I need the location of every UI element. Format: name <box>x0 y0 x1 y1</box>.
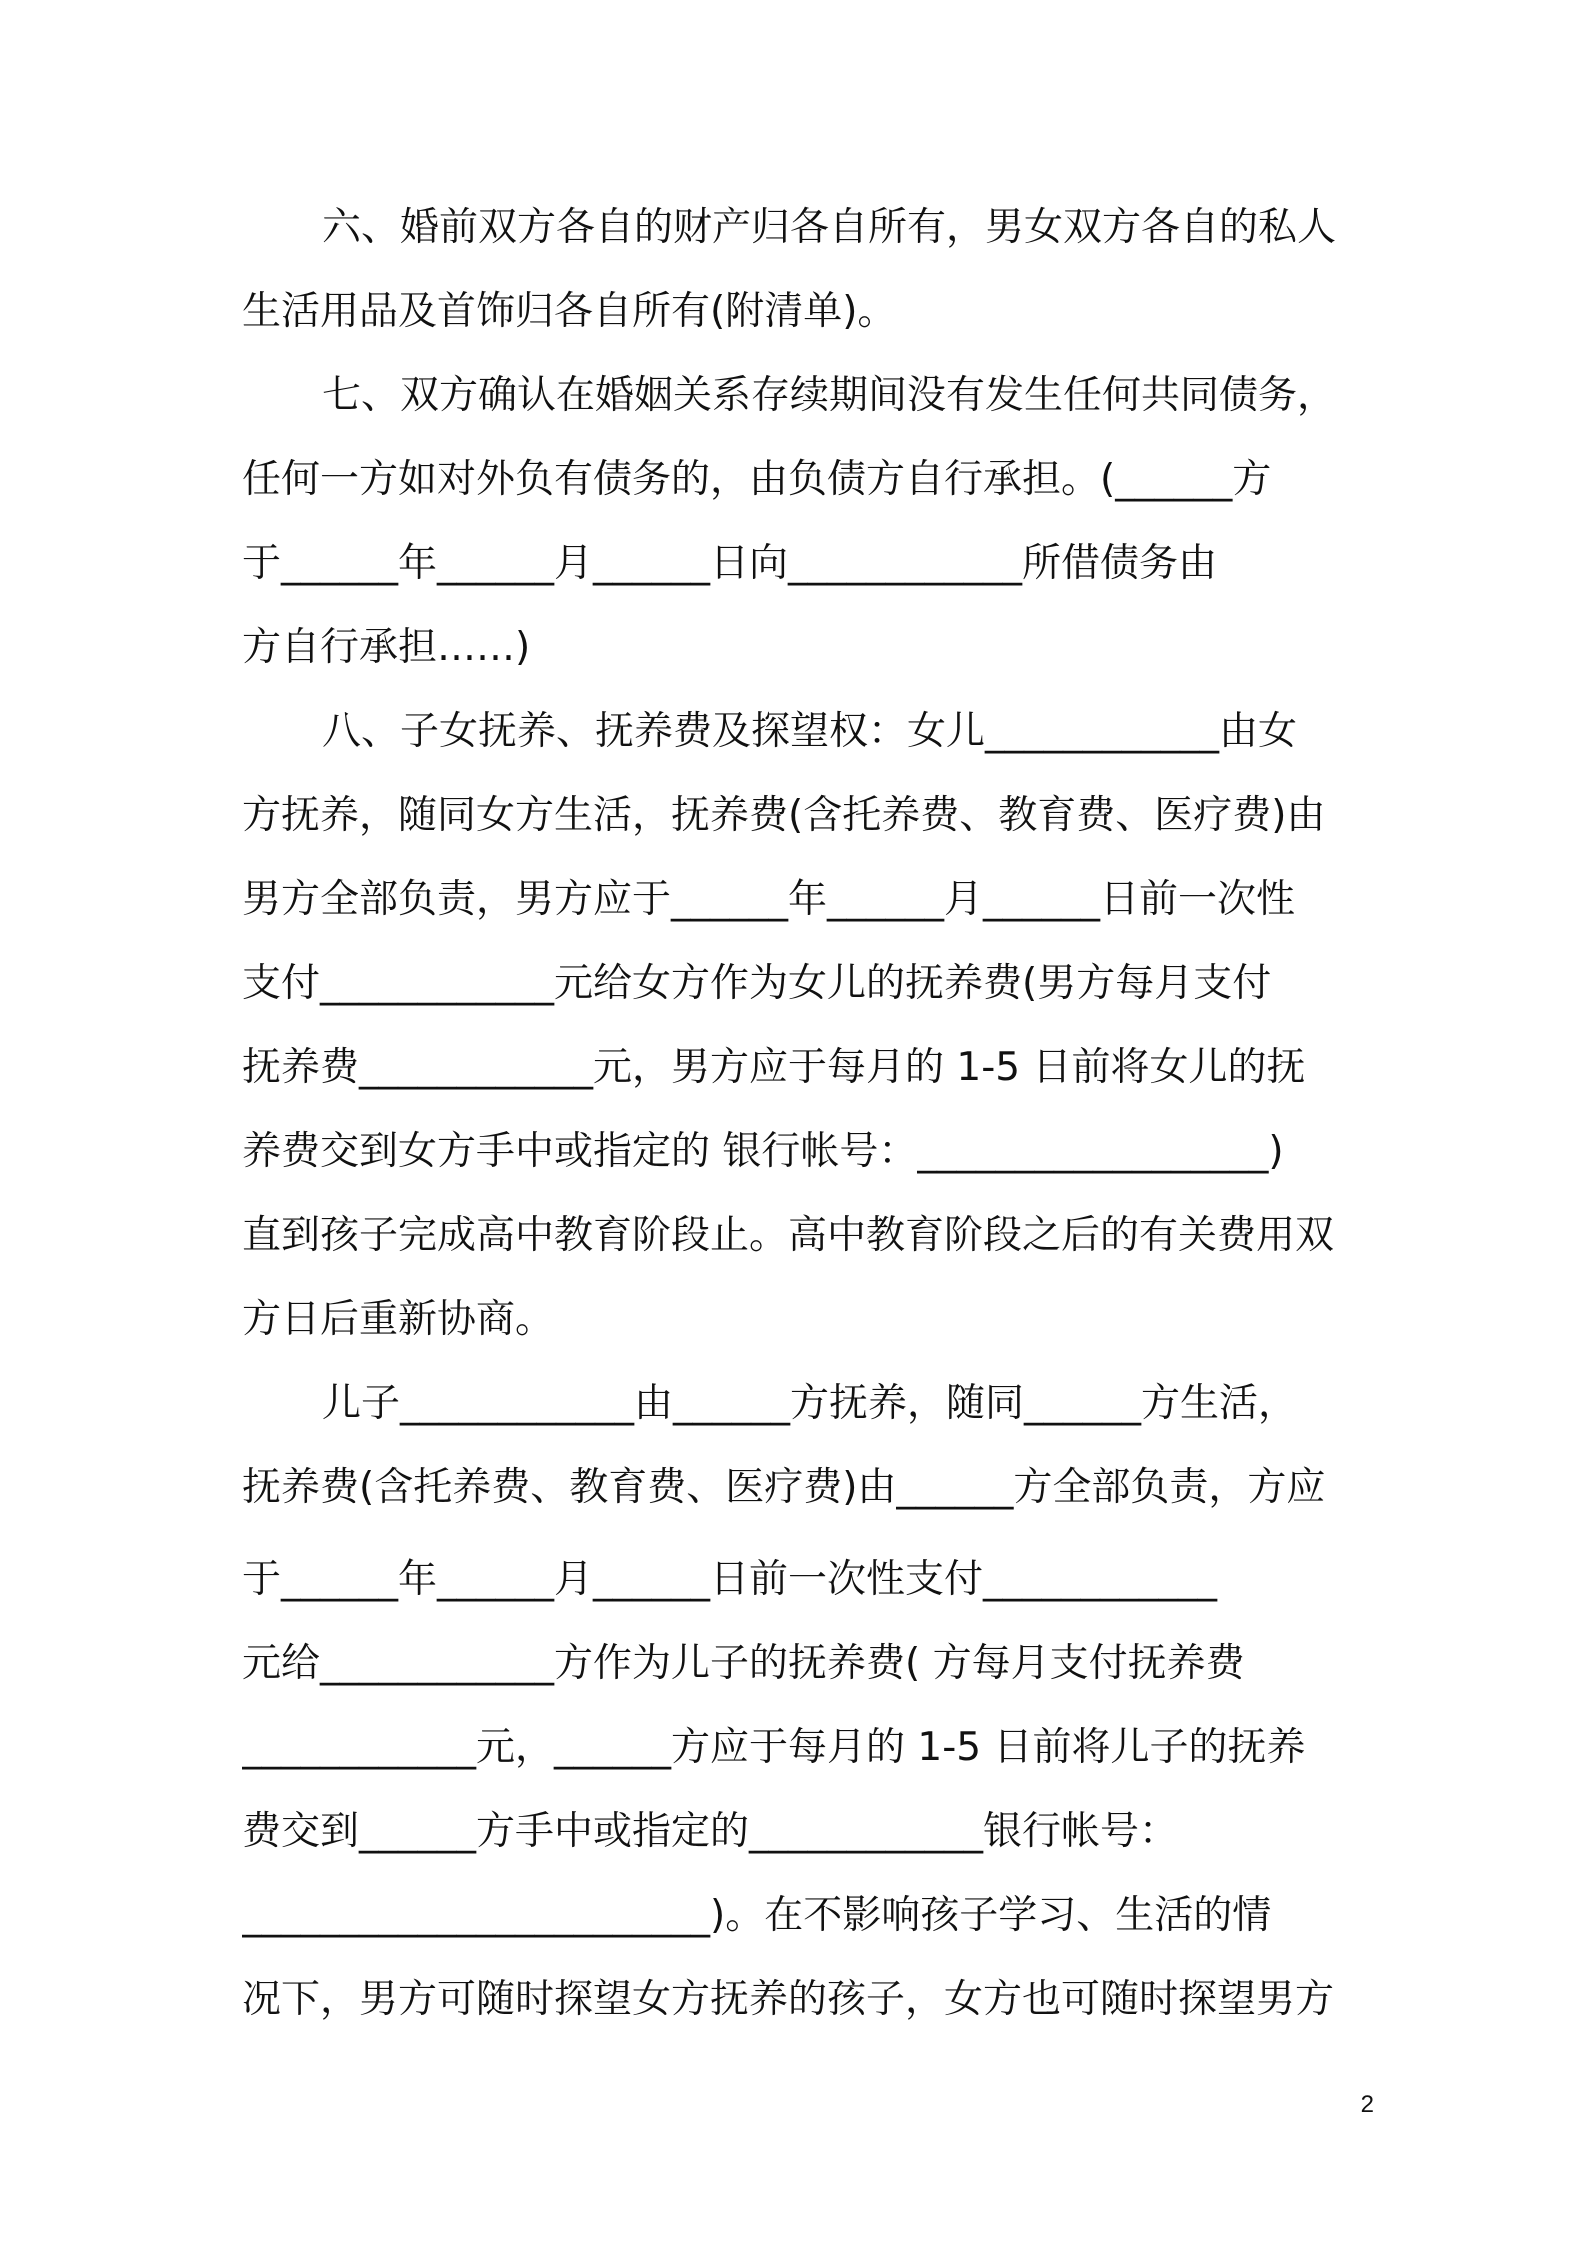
page-number: 2 <box>1360 2091 1374 2118</box>
text-line: ________________________)。在不影响孩子学习、生活的情 <box>242 1893 1272 1938</box>
text-line: 支付____________元给女方作为女儿的抚养费(男方每月支付 <box>242 961 1272 1006</box>
text-line: 方自行承担……) <box>242 625 531 670</box>
text-line: 七、双方确认在婚姻关系存续期间没有发生任何共同债务， <box>322 373 1337 418</box>
text-line: 生活用品及首饰归各自所有(附清单)。 <box>242 289 897 334</box>
text-line: 抚养费(含托养费、教育费、医疗费)由______方全部负责，方应 <box>242 1465 1326 1510</box>
text-line: 养费交到女方手中或指定的 银行帐号：__________________) <box>242 1129 1284 1174</box>
text-line: 于______年______月______日向____________所借债务由 <box>242 541 1218 586</box>
text-line: 儿子____________由______方抚养，随同______方生活， <box>322 1381 1298 1426</box>
text-line: ____________元，______方应于每月的 1-5 日前将儿子的抚养 <box>242 1725 1306 1770</box>
text-line: 方日后重新协商。 <box>242 1297 555 1342</box>
text-line: 方抚养，随同女方生活，抚养费(含托养费、教育费、医疗费)由 <box>242 793 1326 838</box>
text-line: 任何一方如对外负有债务的，由负债方自行承担。(______方 <box>242 457 1272 502</box>
text-line: 六、婚前双方各自的财产归各自所有，男女双方各自的私人 <box>322 205 1337 250</box>
text-line: 八、子女抚养、抚养费及探望权：女儿____________由女 <box>322 709 1298 754</box>
text-line: 男方全部负责，男方应于______年______月______日前一次性 <box>242 877 1296 922</box>
text-line: 直到孩子完成高中教育阶段止。高中教育阶段之后的有关费用双 <box>242 1213 1335 1258</box>
text-line: 况下，男方可随时探望女方抚养的孩子，女方也可随时探望男方 <box>242 1977 1335 2022</box>
text-line: 费交到______方手中或指定的____________银行帐号： <box>242 1809 1179 1854</box>
text-line: 元给____________方作为儿子的抚养费( 方每月支付抚养费 <box>242 1641 1245 1686</box>
text-line: 抚养费____________元，男方应于每月的 1-5 日前将女儿的抚 <box>242 1045 1306 1090</box>
text-line: 于______年______月______日前一次性支付____________ <box>242 1557 1218 1602</box>
